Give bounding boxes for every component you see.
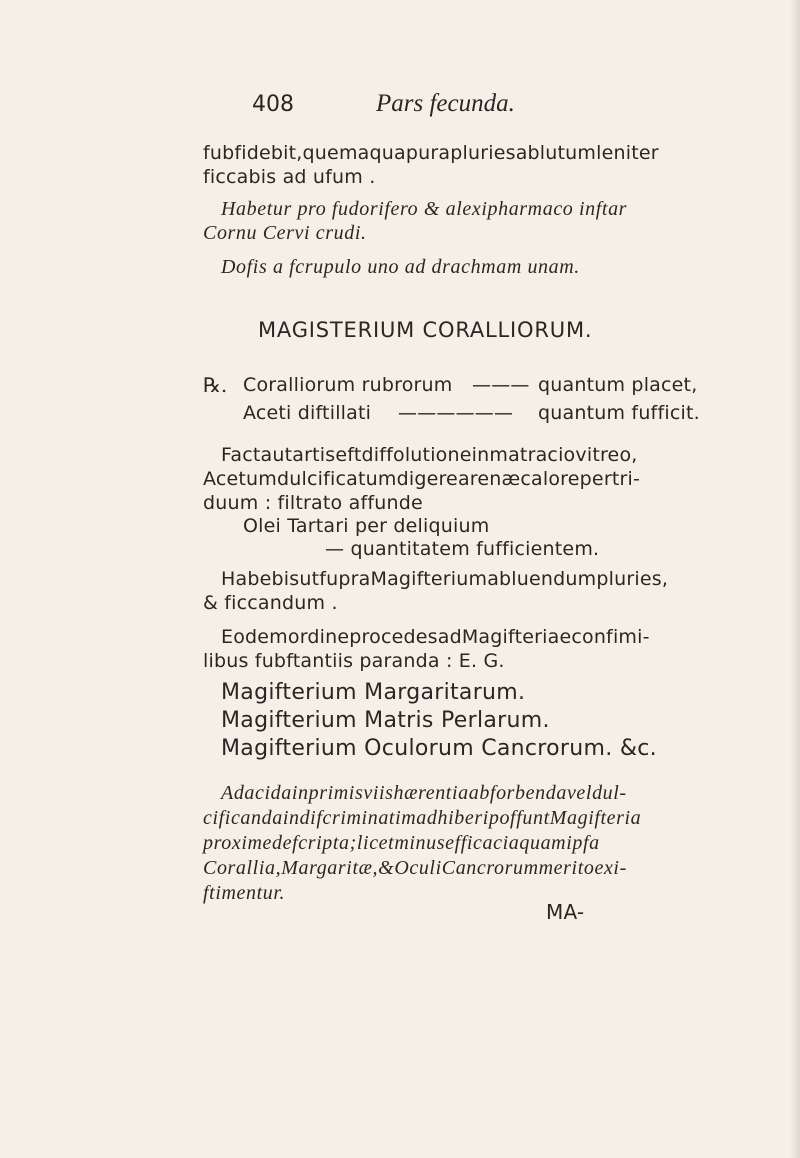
list-item: Magifterium Oculorum Cancrorum. &c. (221, 736, 657, 761)
italic-line: Habetur pro fudorifero & alexipharmaco inftar (221, 198, 628, 220)
paragraph-line: Acetum dulcificatum digere arenæ calore per tri- (203, 468, 641, 490)
paragraph-line: Eodem ordine procedes ad Magifteria e confimi- (221, 626, 650, 648)
italic-line: Corallia , Margaritæ, & Oculi Cancrorum merito exi- (203, 857, 627, 879)
recipe-dash: —————— (398, 402, 514, 424)
running-title: Pars fecunda. (376, 90, 515, 117)
recipe-quantity: quantum placet, (538, 374, 698, 396)
paragraph-line: & ficcandum . (203, 592, 338, 614)
recipe-item: Aceti diftillati (243, 402, 372, 424)
paragraph-line: Habebis ut fupra Magifterium abluendum pluries, (221, 568, 669, 590)
page-number: 408 (252, 92, 294, 117)
paragraph-line: libus fubftantiis paranda : E. G. (203, 650, 505, 672)
italic-line: cificanda indifcriminatim adhiberi poffunt Magifteria (203, 807, 642, 829)
paragraph-line: duum : filtrato affunde (203, 492, 423, 514)
page-edge-shadow (790, 0, 800, 1158)
paragraph-line: ficcabis ad ufum . (203, 166, 376, 188)
recipe-symbol: ℞. (203, 373, 228, 397)
paragraph-line: fubfidebit, quem aqua pura pluries ablutum leniter (203, 142, 659, 164)
paragraph-line: — quantitatem fufficientem. (325, 538, 600, 560)
catchword: MA- (546, 900, 585, 924)
italic-line: Dofis a fcrupulo uno ad drachmam unam. (221, 256, 580, 278)
section-heading: MAGISTERIUM CORALLIORUM. (258, 318, 593, 342)
recipe-item: Coralliorum rubrorum (243, 374, 453, 396)
list-item: Magifterium Matris Perlarum. (221, 708, 550, 733)
list-item: Magifterium Margaritarum. (221, 680, 526, 705)
italic-line: Cornu Cervi crudi. (203, 222, 367, 244)
recipe-dash: ——— (472, 374, 530, 396)
italic-line: ftimentur. (203, 882, 286, 904)
paragraph-line: Facta ut artis eft diffolutione in matracio vitreo, (221, 444, 638, 466)
italic-line: Ad acida in primis viis hærentia abforbenda vel dul- (221, 782, 627, 804)
paragraph-line: Olei Tartari per deliquium (243, 515, 490, 537)
italic-line: proxime defcripta ; licet minus efficacia quam ipfa (203, 832, 600, 854)
recipe-quantity: quantum fufficit. (538, 402, 700, 424)
